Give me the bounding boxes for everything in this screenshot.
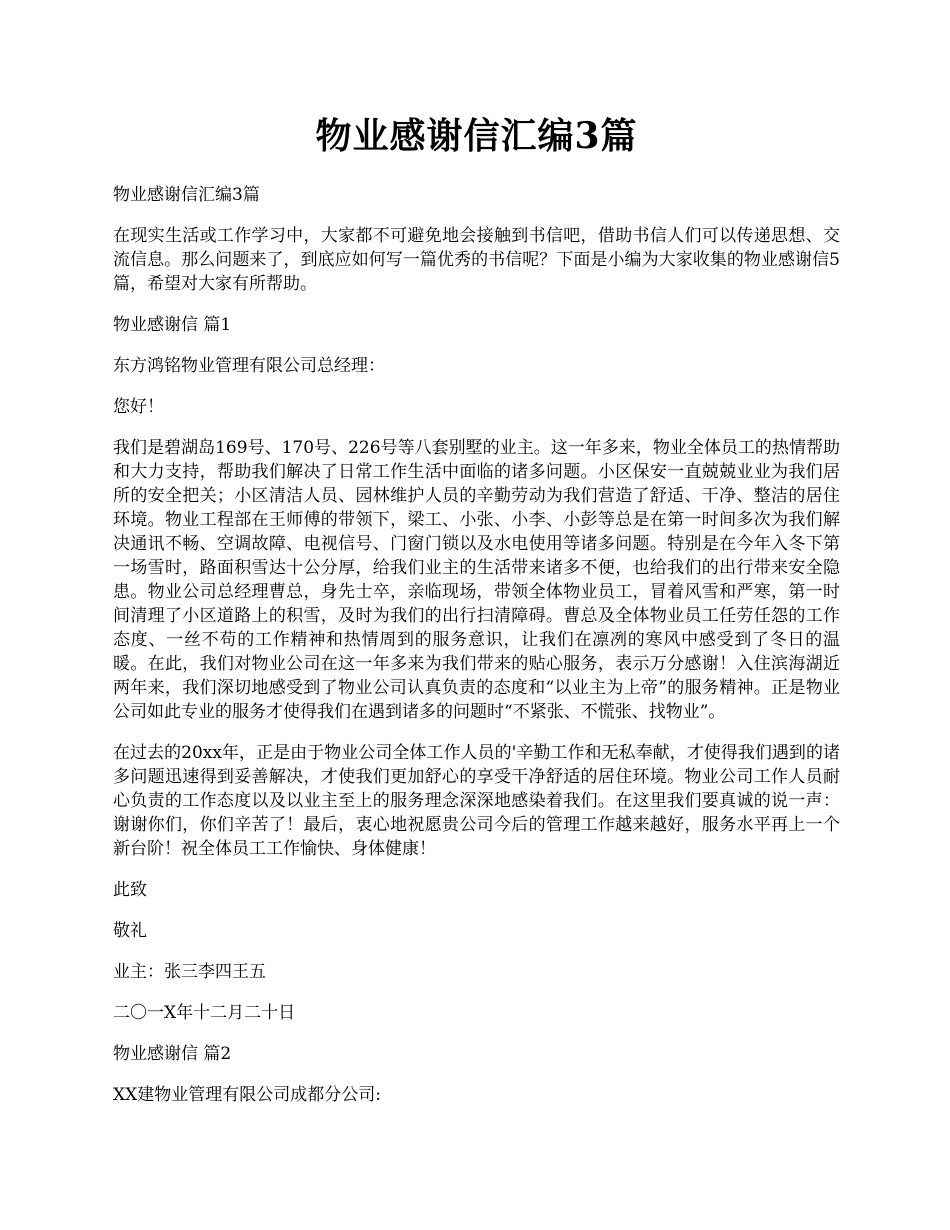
document-title: 物业感谢信汇编3篇 (315, 115, 638, 157)
letter1-signature: 业主：张三李四王五 (113, 962, 266, 982)
letter1-recipient: 东方鸿铭物业管理有限公司总经理： (113, 356, 385, 376)
letter1-body-paragraph-2: 在过去的20xx年，正是由于物业公司全体工作人员的'辛勤工作和无私奉献，才使得我们遇到的诸多问题迅速得到妥善解决，才使我们更加舒心的享受干净舒适的居住环境。物业公司工作人员耐心负责的工作态度以及以业主至上的服务理念深深地感染着我们。在这里我们要真诚的说一声：谢谢你们，你们辛苦了！最后，衷心地祝愿贵公司今后的管理工作越来越好，服务水平再上一个新台阶！祝全体员工工作愉快、身体健康！ (113, 743, 840, 859)
letter1-closing-2: 敬礼 (113, 921, 147, 941)
letter1-heading: 物业感谢信 篇1 (113, 315, 232, 335)
letter1-closing-1: 此致 (113, 880, 147, 900)
intro-paragraph: 在现实生活或工作学习中，大家都不可避免地会接触到书信吧，借助书信人们可以传递思想、交流信息。那么问题来了，到底应如何写一篇优秀的书信呢？下面是小编为大家收集的物业感谢信5篇，希望对大家有所帮助。 (113, 226, 840, 294)
letter1-greeting: 您好！ (113, 397, 164, 417)
document-page (113, 0, 840, 1107)
letter1-date: 二〇一X年十二月二十日 (113, 1003, 296, 1023)
letter1-body-paragraph-1: 我们是碧湖岛169号、170号、226号等八套别墅的业主。这一年多来，物业全体员工的热情帮助和大力支持，帮助我们解决了日常工作生活中面临的诸多问题。小区保安一直兢兢业业为我们居所的安全把关；小区清洁人员、园林维护人员的辛勤劳动为我们营造了舒适、干净、整洁的居住环境。物业工程部在王师傅的带领下，梁工、小张、小李、小彭等总是在第一时间多次为我们解决通讯不畅、空调故障、电视信号、门窗门锁以及水电使用等诸多问题。特别是在今年入冬下第一场雪时，路面积雪达十公分厚，给我们业主的生活带来诸多不便，也给我们的出行带来安全隐患。物业公司总经理曹总，身先士卒，亲临现场，带领全体物业员工，冒着风雪和严寒，第一时间清理了小区道路上的积雪，及时为我们的出行扫清障碍。曹总及全体物业员工任劳任怨的工作态度、一丝不苟的工作精神和热情周到的服务意识，让我们在凛冽的寒风中感受到了冬日的温暖。在此，我们对物业公司在这一年多来为我们带来的贴心服务，表示万分感谢！入住滨海湖近两年来，我们深切地感受到了物业公司认真负责的态度和“以业主为上帝”的服务精神。正是物业公司如此专业的服务才使得我们在遇到诸多的问题时“不紧张、不慌张、找物业”。 (113, 438, 840, 722)
letter2-heading: 物业感谢信 篇2 (113, 1044, 232, 1064)
letter2-recipient: XX建物业管理有限公司成都分公司: (113, 1085, 381, 1105)
document-subtitle: 物业感谢信汇编3篇 (113, 185, 260, 205)
